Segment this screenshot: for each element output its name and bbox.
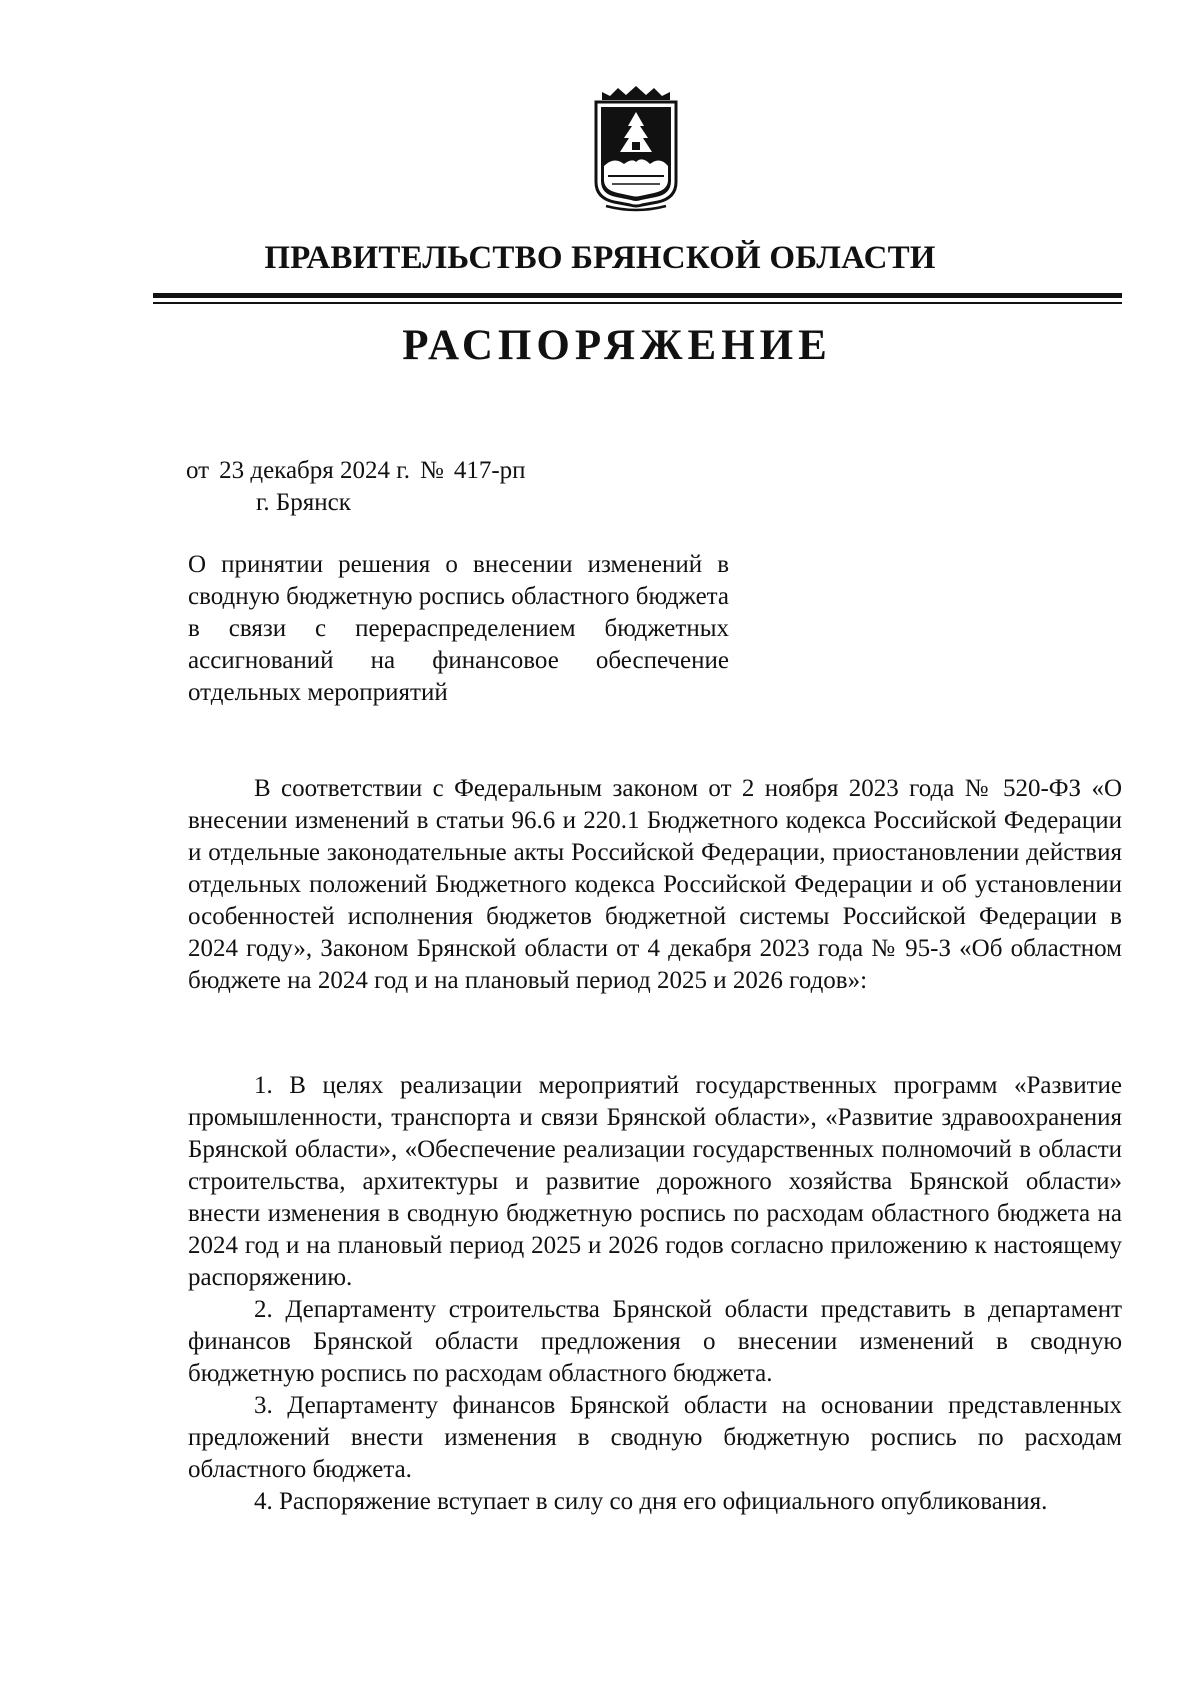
document-type-title: РАСПОРЯЖЕНИЕ <box>402 322 832 369</box>
items-section <box>188 1070 1122 1518</box>
document-date: 23 декабря 2024 г. <box>219 457 410 484</box>
from-label: от <box>186 457 210 484</box>
list-item: 2. Департаменту строительства Брянской области представить в департамент финансов Брянской области предложения о внесении изменений в сводную бюджетную роспись по расходам областного бюджета. <box>188 1296 1122 1387</box>
document-number: 417-рп <box>453 457 526 484</box>
number-sign: № <box>419 457 444 484</box>
preamble-section <box>188 773 1122 997</box>
list-item: 1. В целях реализации мероприятий государственных программ «Развитие промышленности, транспорта и связи Брянской области», «Развитие здравоохранения Брянской области», «Обеспечение реализации государственных полномочий в области строительства, архитектуры и развитие дорожного хозяйства Брянской области» внести изменения в сводную бюджетную роспись по расходам областного бюджета на 2024 год и на плановый период 2025 и 2026 годов согласно приложению к настоящему распоряжению. <box>188 1072 1122 1291</box>
city-line: г. Брянск <box>256 489 351 516</box>
date-number-line <box>186 455 536 487</box>
list-item: 3. Департаменту финансов Брянской области на основании представленных предложений внести изменения в сводную бюджетную роспись по расходам областного бюджета. <box>188 1392 1122 1483</box>
bryansk-coat-of-arms-icon <box>592 86 680 214</box>
header-rule-thin <box>153 302 1122 304</box>
document-subject: О принятии решения о внесении изменений в сводную бюджетную роспись областного бюджета в связи с перераспределением бюджетных ассигнований на финансовое обеспечение отдельных мероприятий <box>188 551 729 706</box>
organization-title: ПРАВИТЕЛЬСТВО БРЯНСКОЙ ОБЛАСТИ <box>264 240 936 276</box>
header-rule-thick <box>153 293 1122 298</box>
preamble-paragraph: В соответствии с Федеральным законом от 2 ноября 2023 года № 520-ФЗ «О внесении изменений в статьи 96.6 и 220.1 Бюджетного кодекса Российской Федерации и отдельные законодательные акты Российской Федерации, приостановлении действия отдельных положений Бюджетного кодекса Российской Федерации и об установлении особенностей исполнения бюджетов бюджетной системы Российской Федерации в 2024 году», Законом Брянской области от 4 декабря 2023 года № 95-З «Об областном бюджете на 2024 год и на плановый период 2025 и 2026 годов»: <box>188 775 1122 994</box>
list-item: 4. Распоряжение вступает в силу со дня его официального опубликования. <box>254 1488 1048 1515</box>
